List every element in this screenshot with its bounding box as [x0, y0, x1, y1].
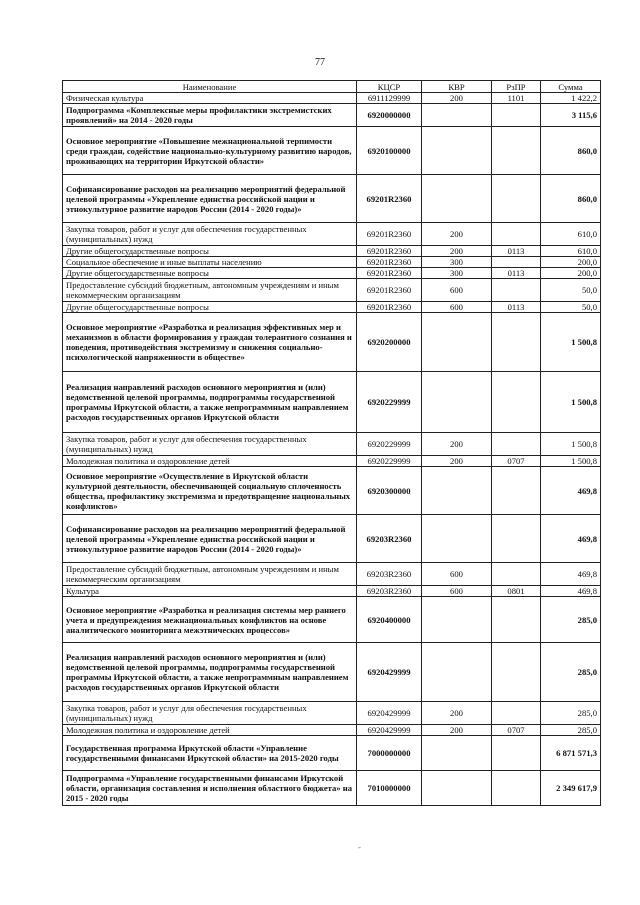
row-rzpr-cell — [492, 597, 541, 643]
row-rzpr-cell — [492, 702, 541, 725]
table-row — [63, 515, 601, 563]
row-sum-cell: 610,0 — [541, 246, 601, 257]
row-sum-cell: 50,0 — [541, 302, 601, 313]
row-sum-cell: 50,0 — [541, 279, 601, 302]
row-name-cell: Закупка товаров, работ и услуг для обеспечения государственных (муниципальных) нужд — [63, 702, 357, 725]
table-body — [63, 93, 601, 806]
row-rzpr-cell — [492, 372, 541, 433]
row-name-cell: Физическая культура — [63, 93, 357, 104]
row-rzpr-cell — [492, 175, 541, 223]
row-rzpr-cell: 0801 — [492, 586, 541, 597]
row-code-cell: 6920400000 — [357, 597, 422, 643]
row-code-cell: 69201R2360 — [357, 223, 422, 246]
row-kvr-cell — [422, 467, 492, 515]
row-code-cell: 69201R2360 — [357, 257, 422, 268]
row-kvr-cell: 200 — [422, 433, 492, 456]
row-rzpr-cell: 0707 — [492, 725, 541, 736]
row-code-cell: 7000000000 — [357, 736, 422, 771]
row-code-cell: 6920429999 — [357, 702, 422, 725]
row-rzpr-cell — [492, 515, 541, 563]
row-rzpr-cell: 0113 — [492, 302, 541, 313]
row-sum-cell: 469,8 — [541, 586, 601, 597]
row-name-cell: Основное мероприятие «Осуществление в Иркутской области культурной деятельности, обеспечивающей социальную сплоченность общества, профилактику экстремизма и предотвращение национальных конфликтов» — [63, 467, 357, 515]
row-kvr-cell: 600 — [422, 563, 492, 586]
row-code-cell: 6920300000 — [357, 467, 422, 515]
header-sum: Сумма — [541, 81, 601, 93]
header-code: КЦСР — [357, 81, 422, 93]
row-code-cell: 6920229999 — [357, 456, 422, 467]
row-name-cell: Реализация направлений расходов основного мероприятия и (или) ведомственной целевой программы, подпрограммы государственной программы Иркутской области, а также непрограммным направлением расходов государственных органов Иркутской области — [63, 372, 357, 433]
row-name-cell: Молодежная политика и оздоровление детей — [63, 725, 357, 736]
row-name-cell: Молодежная политика и оздоровление детей — [63, 456, 357, 467]
row-code-cell: 6920229999 — [357, 433, 422, 456]
row-rzpr-cell — [492, 736, 541, 771]
row-name-cell: Основное мероприятие «Разработка и реализация эффективных мер и механизмов в области формирования у граждан толерантного сознания и поведения, противодействия экстремизму и снижения социально-психологической напряженности в обществе» — [63, 313, 357, 372]
scan-mark: - — [358, 842, 361, 852]
table-row — [63, 313, 601, 372]
row-rzpr-cell — [492, 433, 541, 456]
row-rzpr-cell — [492, 563, 541, 586]
row-kvr-cell — [422, 515, 492, 563]
row-sum-cell: 1 500,8 — [541, 372, 601, 433]
row-kvr-cell — [422, 771, 492, 806]
table-header-row — [63, 81, 601, 93]
row-code-cell: 7010000000 — [357, 771, 422, 806]
row-sum-cell: 285,0 — [541, 725, 601, 736]
row-rzpr-cell — [492, 127, 541, 175]
row-kvr-cell: 300 — [422, 268, 492, 279]
row-name-cell: Предоставление субсидий бюджетным, автономным учреждениям и иным некоммерческим организациям — [63, 279, 357, 302]
row-rzpr-cell — [492, 313, 541, 372]
row-kvr-cell: 200 — [422, 223, 492, 246]
row-kvr-cell — [422, 372, 492, 433]
table-row — [63, 127, 601, 175]
row-name-cell: Подпрограмма «Управление государственными финансами Иркутской области, организация составления и исполнения областного бюджета» на 2015 - 2020 годы — [63, 771, 357, 806]
row-kvr-cell: 600 — [422, 279, 492, 302]
row-code-cell: 69201R2360 — [357, 279, 422, 302]
row-code-cell: 69201R2360 — [357, 302, 422, 313]
row-code-cell: 69203R2360 — [357, 563, 422, 586]
row-rzpr-cell: 0707 — [492, 456, 541, 467]
table-row — [63, 702, 601, 725]
row-sum-cell: 2 349 617,9 — [541, 771, 601, 806]
table-row — [63, 223, 601, 246]
row-name-cell: Социальное обеспечение и иные выплаты населению — [63, 257, 357, 268]
row-name-cell: Софинансирование расходов на реализацию мероприятий федеральной целевой программы «Укрепление единства российской нации и этнокультурное развитие народов России (2014 - 2020 годы)» — [63, 515, 357, 563]
row-name-cell: Культура — [63, 586, 357, 597]
header-rzpr: РзПР — [492, 81, 541, 93]
row-name-cell: Основное мероприятие «Разработка и реализация системы мер раннего учета и предупреждения межнациональных конфликтов на основе аналитического мониторинга межэтнических процессов» — [63, 597, 357, 643]
row-kvr-cell — [422, 127, 492, 175]
row-sum-cell: 469,8 — [541, 563, 601, 586]
row-kvr-cell: 300 — [422, 257, 492, 268]
row-sum-cell: 6 871 571,3 — [541, 736, 601, 771]
row-code-cell: 6920200000 — [357, 313, 422, 372]
row-rzpr-cell — [492, 104, 541, 127]
row-sum-cell: 1 500,8 — [541, 433, 601, 456]
table-row — [63, 433, 601, 456]
row-name-cell: Подпрограмма «Комплексные меры профилактики экстремистских проявлений» на 2014 - 2020 годы — [63, 104, 357, 127]
row-name-cell: Закупка товаров, работ и услуг для обеспечения государственных (муниципальных) нужд — [63, 223, 357, 246]
table-row — [63, 104, 601, 127]
row-name-cell: Предоставление субсидий бюджетным, автономным учреждениям и иным некоммерческим организациям — [63, 563, 357, 586]
row-sum-cell: 860,0 — [541, 175, 601, 223]
page-number: 77 — [315, 57, 325, 68]
table-row — [63, 246, 601, 257]
row-sum-cell: 285,0 — [541, 643, 601, 702]
row-sum-cell: 285,0 — [541, 702, 601, 725]
row-rzpr-cell: 0113 — [492, 246, 541, 257]
table-row — [63, 467, 601, 515]
table-row — [63, 725, 601, 736]
row-code-cell: 69201R2360 — [357, 268, 422, 279]
row-code-cell: 6920000000 — [357, 104, 422, 127]
row-name-cell: Другие общегосударственные вопросы — [63, 302, 357, 313]
row-sum-cell: 469,8 — [541, 515, 601, 563]
row-name-cell: Основное мероприятие «Повышение межнациональной терпимости среди граждан, содействие национально-культурному развитию народов, проживающих на территории Иркутской области» — [63, 127, 357, 175]
table-row — [63, 175, 601, 223]
row-rzpr-cell — [492, 643, 541, 702]
row-code-cell: 69203R2360 — [357, 515, 422, 563]
row-rzpr-cell — [492, 467, 541, 515]
row-kvr-cell: 200 — [422, 93, 492, 104]
row-kvr-cell — [422, 313, 492, 372]
row-kvr-cell — [422, 104, 492, 127]
row-rzpr-cell — [492, 771, 541, 806]
row-code-cell: 69203R2360 — [357, 586, 422, 597]
row-kvr-cell: 200 — [422, 246, 492, 257]
header-kvr: КВР — [422, 81, 492, 93]
row-kvr-cell — [422, 175, 492, 223]
table-row — [63, 563, 601, 586]
table-row — [63, 771, 601, 806]
row-sum-cell: 3 115,6 — [541, 104, 601, 127]
table-row — [63, 643, 601, 702]
row-sum-cell: 1 500,8 — [541, 313, 601, 372]
row-kvr-cell: 200 — [422, 702, 492, 725]
row-rzpr-cell — [492, 279, 541, 302]
row-kvr-cell: 600 — [422, 302, 492, 313]
row-sum-cell: 469,8 — [541, 467, 601, 515]
table-row — [63, 586, 601, 597]
row-code-cell: 6920229999 — [357, 372, 422, 433]
row-name-cell: Реализация направлений расходов основного мероприятия и (или) ведомственной целевой программы, подпрограммы государственной программы Иркутской области, а также непрограммным направлением расходов государственных органов Иркутской области — [63, 643, 357, 702]
row-name-cell: Закупка товаров, работ и услуг для обеспечения государственных (муниципальных) нужд — [63, 433, 357, 456]
row-code-cell: 6920100000 — [357, 127, 422, 175]
row-code-cell: 6911129999 — [357, 93, 422, 104]
row-name-cell: Другие общегосударственные вопросы — [63, 246, 357, 257]
table-row — [63, 257, 601, 268]
row-sum-cell: 200,0 — [541, 268, 601, 279]
row-code-cell: 6920429999 — [357, 725, 422, 736]
row-sum-cell: 610,0 — [541, 223, 601, 246]
table-row — [63, 736, 601, 771]
table-row — [63, 456, 601, 467]
row-rzpr-cell — [492, 223, 541, 246]
row-kvr-cell — [422, 597, 492, 643]
row-code-cell: 69201R2360 — [357, 175, 422, 223]
row-kvr-cell — [422, 736, 492, 771]
row-code-cell: 69201R2360 — [357, 246, 422, 257]
row-name-cell: Государственная программа Иркутской области «Управление государственными финансами Иркутской области» на 2015-2020 годы — [63, 736, 357, 771]
table-row — [63, 268, 601, 279]
row-rzpr-cell — [492, 257, 541, 268]
table-row — [63, 372, 601, 433]
row-sum-cell: 1 422,2 — [541, 93, 601, 104]
row-name-cell: Другие общегосударственные вопросы — [63, 268, 357, 279]
row-kvr-cell: 600 — [422, 586, 492, 597]
row-name-cell: Софинансирование расходов на реализацию мероприятий федеральной целевой программы «Укрепление единства российской нации и этнокультурное развитие народов России (2014 - 2020 годы)» — [63, 175, 357, 223]
row-sum-cell: 200,0 — [541, 257, 601, 268]
row-kvr-cell: 200 — [422, 456, 492, 467]
table-row — [63, 302, 601, 313]
row-kvr-cell: 200 — [422, 725, 492, 736]
row-rzpr-cell: 0113 — [492, 268, 541, 279]
row-sum-cell: 285,0 — [541, 597, 601, 643]
row-code-cell: 6920429999 — [357, 643, 422, 702]
table-row — [63, 93, 601, 104]
header-name: Наименование — [63, 81, 357, 93]
row-sum-cell: 1 500,8 — [541, 456, 601, 467]
table-row — [63, 597, 601, 643]
row-sum-cell: 860,0 — [541, 127, 601, 175]
table-row — [63, 279, 601, 302]
row-rzpr-cell: 1101 — [492, 93, 541, 104]
budget-table — [62, 80, 601, 806]
row-kvr-cell — [422, 643, 492, 702]
